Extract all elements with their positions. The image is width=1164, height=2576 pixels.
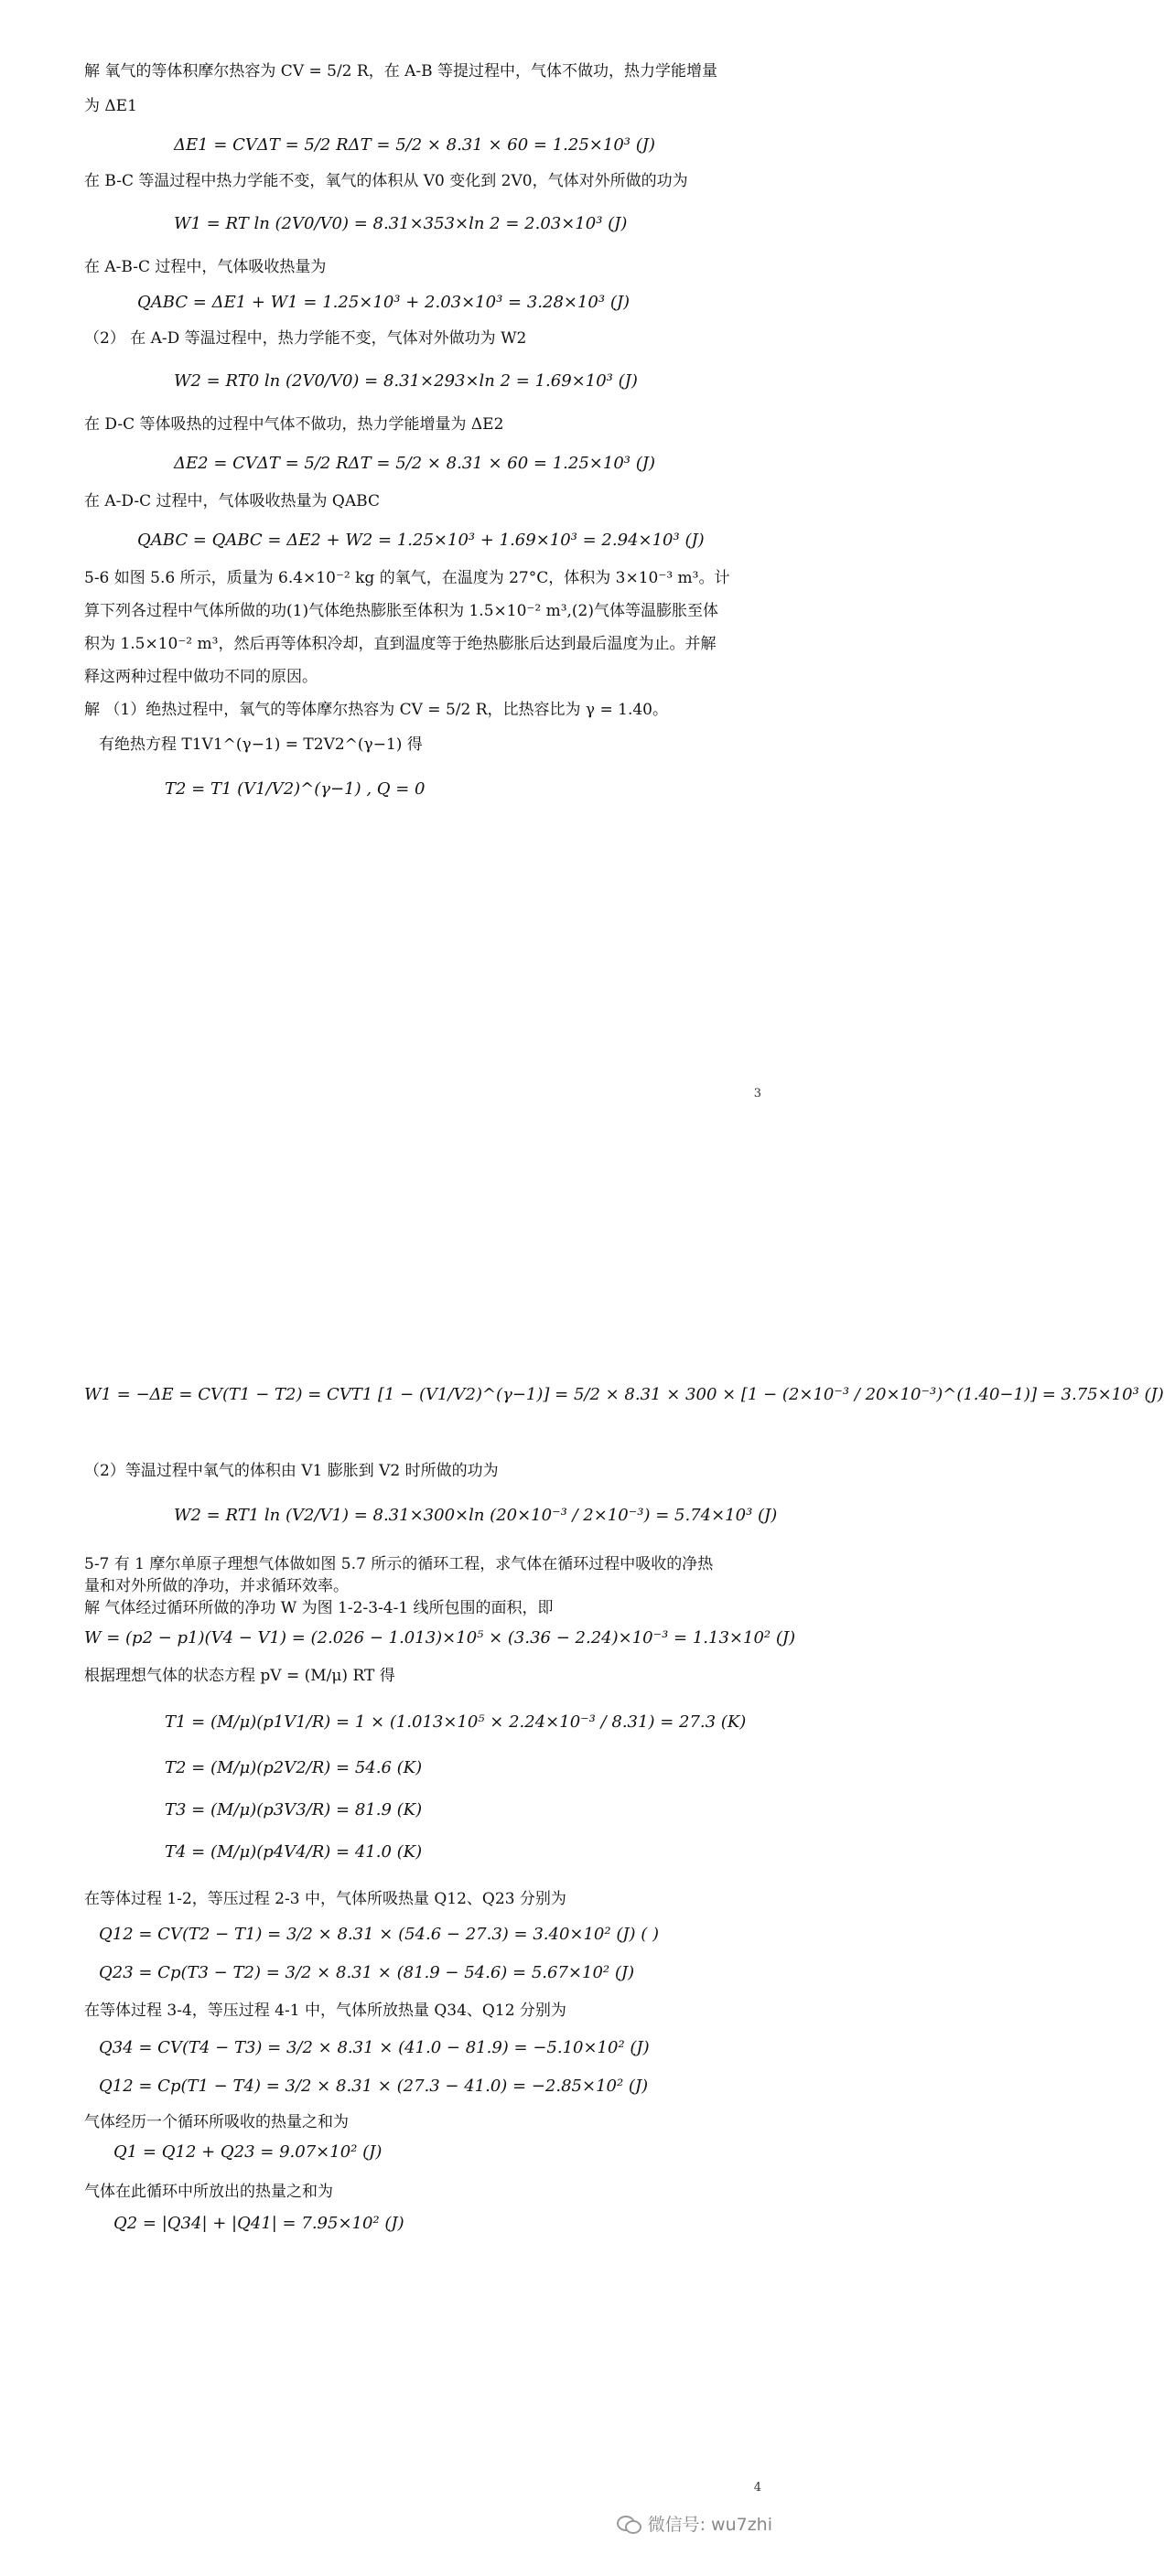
text-line: （2）等温过程中氧气的体积由 V1 膨胀到 V2 时所做的功为 <box>84 1462 499 1480</box>
equation-line: Q12 = CV(T2 − T1) = 3/2 × 8.31 × (54.6 − 27.3) = 3.40×10² (J) ( ) <box>99 1925 660 1944</box>
text-line: 在 A-B-C 过程中，气体吸收热量为 <box>84 258 327 276</box>
equation-line: T3 = (M/μ)(p3V3/R) = 81.9 (K) <box>165 1800 423 1819</box>
text-line: 5-6 如图 5.6 所示，质量为 6.4×10⁻² kg 的氧气，在温度为 27°C，体积为 3×10⁻³ m³。计 <box>84 569 730 587</box>
page-4 <box>0 1281 1164 2576</box>
text-line: 气体在此循环中所放出的热量之和为 <box>84 2183 333 2201</box>
text-line: 释这两种过程中做功不同的原因。 <box>84 668 318 686</box>
wechat-icon <box>617 2514 641 2534</box>
text-line: 解 气体经过循环所做的净功 W 为图 1-2-3-4-1 线所包围的面积，即 <box>84 1599 554 1617</box>
text-line: 在等体过程 3-4，等压过程 4-1 中，气体所放热量 Q34、Q12 分别为 <box>84 2002 566 2020</box>
text-line: 5-7 有 1 摩尔单原子理想气体做如图 5.7 所示的循环工程，求气体在循环过程中吸收的净热 <box>84 1555 714 1573</box>
equation-line: ΔE1 = CVΔT = 5/2 RΔT = 5/2 × 8.31 × 60 = 1.25×10³ (J) <box>174 135 655 155</box>
equation-line: W2 = RT1 ln (V2/V1) = 8.31×300×ln (20×10⁻³ / 2×10⁻³) = 5.74×10³ (J) <box>174 1506 778 1525</box>
equation-line: QABC = ΔE1 + W1 = 1.25×10³ + 2.03×10³ = 3.28×10³ (J) <box>137 293 630 312</box>
text-line: 有绝热方程 T1V1^(γ−1) = T2V2^(γ−1) 得 <box>99 735 423 754</box>
equation-line: QABC = QABC = ΔE2 + W2 = 1.25×10³ + 1.69×10³ = 2.94×10³ (J) <box>137 531 705 550</box>
equation-line: T2 = (M/μ)(p2V2/R) = 54.6 (K) <box>165 1758 423 1777</box>
equation-line: W2 = RT0 ln (2V0/V0) = 8.31×293×ln 2 = 1.69×10³ (J) <box>174 371 638 391</box>
watermark <box>617 2511 772 2536</box>
equation-line: Q23 = Cp(T3 − T2) = 3/2 × 8.31 × (81.9 − 54.6) = 5.67×10² (J) <box>99 1963 635 1982</box>
equation-line: T4 = (M/μ)(p4V4/R) = 41.0 (K) <box>165 1842 423 1862</box>
equation-line: Q12 = Cp(T1 − T4) = 3/2 × 8.31 × (27.3 − 41.0) = −2.85×10² (J) <box>99 2077 649 2096</box>
text-line: 为 ΔE1 <box>84 97 137 115</box>
watermark-text: 微信号: wu7zhi <box>647 2515 772 2535</box>
page-number: 4 <box>753 2481 761 2495</box>
text-line: 气体经历一个循环所吸收的热量之和为 <box>84 2113 349 2131</box>
equation-line: Q34 = CV(T4 − T3) = 3/2 × 8.31 × (41.0 − 81.9) = −5.10×10² (J) <box>99 2038 650 2057</box>
equation-line: W = (p2 − p1)(V4 − V1) = (2.026 − 1.013)×10⁵ × (3.36 − 2.24)×10⁻³ = 1.13×10² (J) <box>84 1628 796 1648</box>
text-line: 在 D-C 等体吸热的过程中气体不做功，热力学能增量为 ΔE2 <box>84 415 504 434</box>
equation-line: T1 = (M/μ)(p1V1/R) = 1 × (1.013×10⁵ × 2.24×10⁻³ / 8.31) = 27.3 (K) <box>165 1712 747 1732</box>
equation-line: Q1 = Q12 + Q23 = 9.07×10² (J) <box>113 2142 383 2162</box>
page-number: 3 <box>753 1087 761 1100</box>
equation-line: ΔE2 = CVΔT = 5/2 RΔT = 5/2 × 8.31 × 60 = 1.25×10³ (J) <box>174 454 655 473</box>
text-line: 量和对外所做的净功，并求循环效率。 <box>84 1577 349 1595</box>
page-3 <box>0 0 816 1281</box>
equation-line: Q2 = |Q34| + |Q41| = 7.95×10² (J) <box>113 2214 404 2233</box>
text-line: （2） 在 A-D 等温过程中，热力学能不变，气体对外做功为 W2 <box>84 329 527 348</box>
text-line: 解 （1）绝热过程中，氧气的等体摩尔热容为 CV = 5/2 R，比热容比为 γ = 1.40。 <box>84 701 668 719</box>
text-line: 根据理想气体的状态方程 pV = (M/μ) RT 得 <box>84 1667 395 1685</box>
equation-line: T2 = T1 (V1/V2)^(γ−1) , Q = 0 <box>165 779 426 799</box>
text-line: 在等体过程 1-2，等压过程 2-3 中，气体所吸热量 Q12、Q23 分别为 <box>84 1890 566 1908</box>
text-line: 在 A-D-C 过程中，气体吸收热量为 QABC <box>84 492 380 510</box>
text-line: 解 氧气的等体积摩尔热容为 CV = 5/2 R，在 A-B 等提过程中，气体不做功，热力学能增量 <box>84 62 718 80</box>
text-line: 积为 1.5×10⁻² m³，然后再等体积冷却，直到温度等于绝热膨胀后达到最后温度为止。并解 <box>84 635 717 653</box>
text-line: 在 B-C 等温过程中热力学能不变，氧气的体积从 V0 变化到 2V0，气体对外所做的功为 <box>84 172 688 190</box>
equation-line: W1 = −ΔE = CV(T1 − T2) = CVT1 [1 − (V1/V2)^(γ−1)] = 5/2 × 8.31 × 300 × [1 − (2×10⁻³ / 20×10⁻³)^(1.40−1)] = 3.75×10³ (J) <box>84 1385 1164 1404</box>
text-line: 算下列各过程中气体所做的功(1)气体绝热膨胀至体积为 1.5×10⁻² m³,(2)气体等温膨胀至体 <box>84 602 719 620</box>
equation-line: W1 = RT ln (2V0/V0) = 8.31×353×ln 2 = 2.03×10³ (J) <box>174 214 628 233</box>
